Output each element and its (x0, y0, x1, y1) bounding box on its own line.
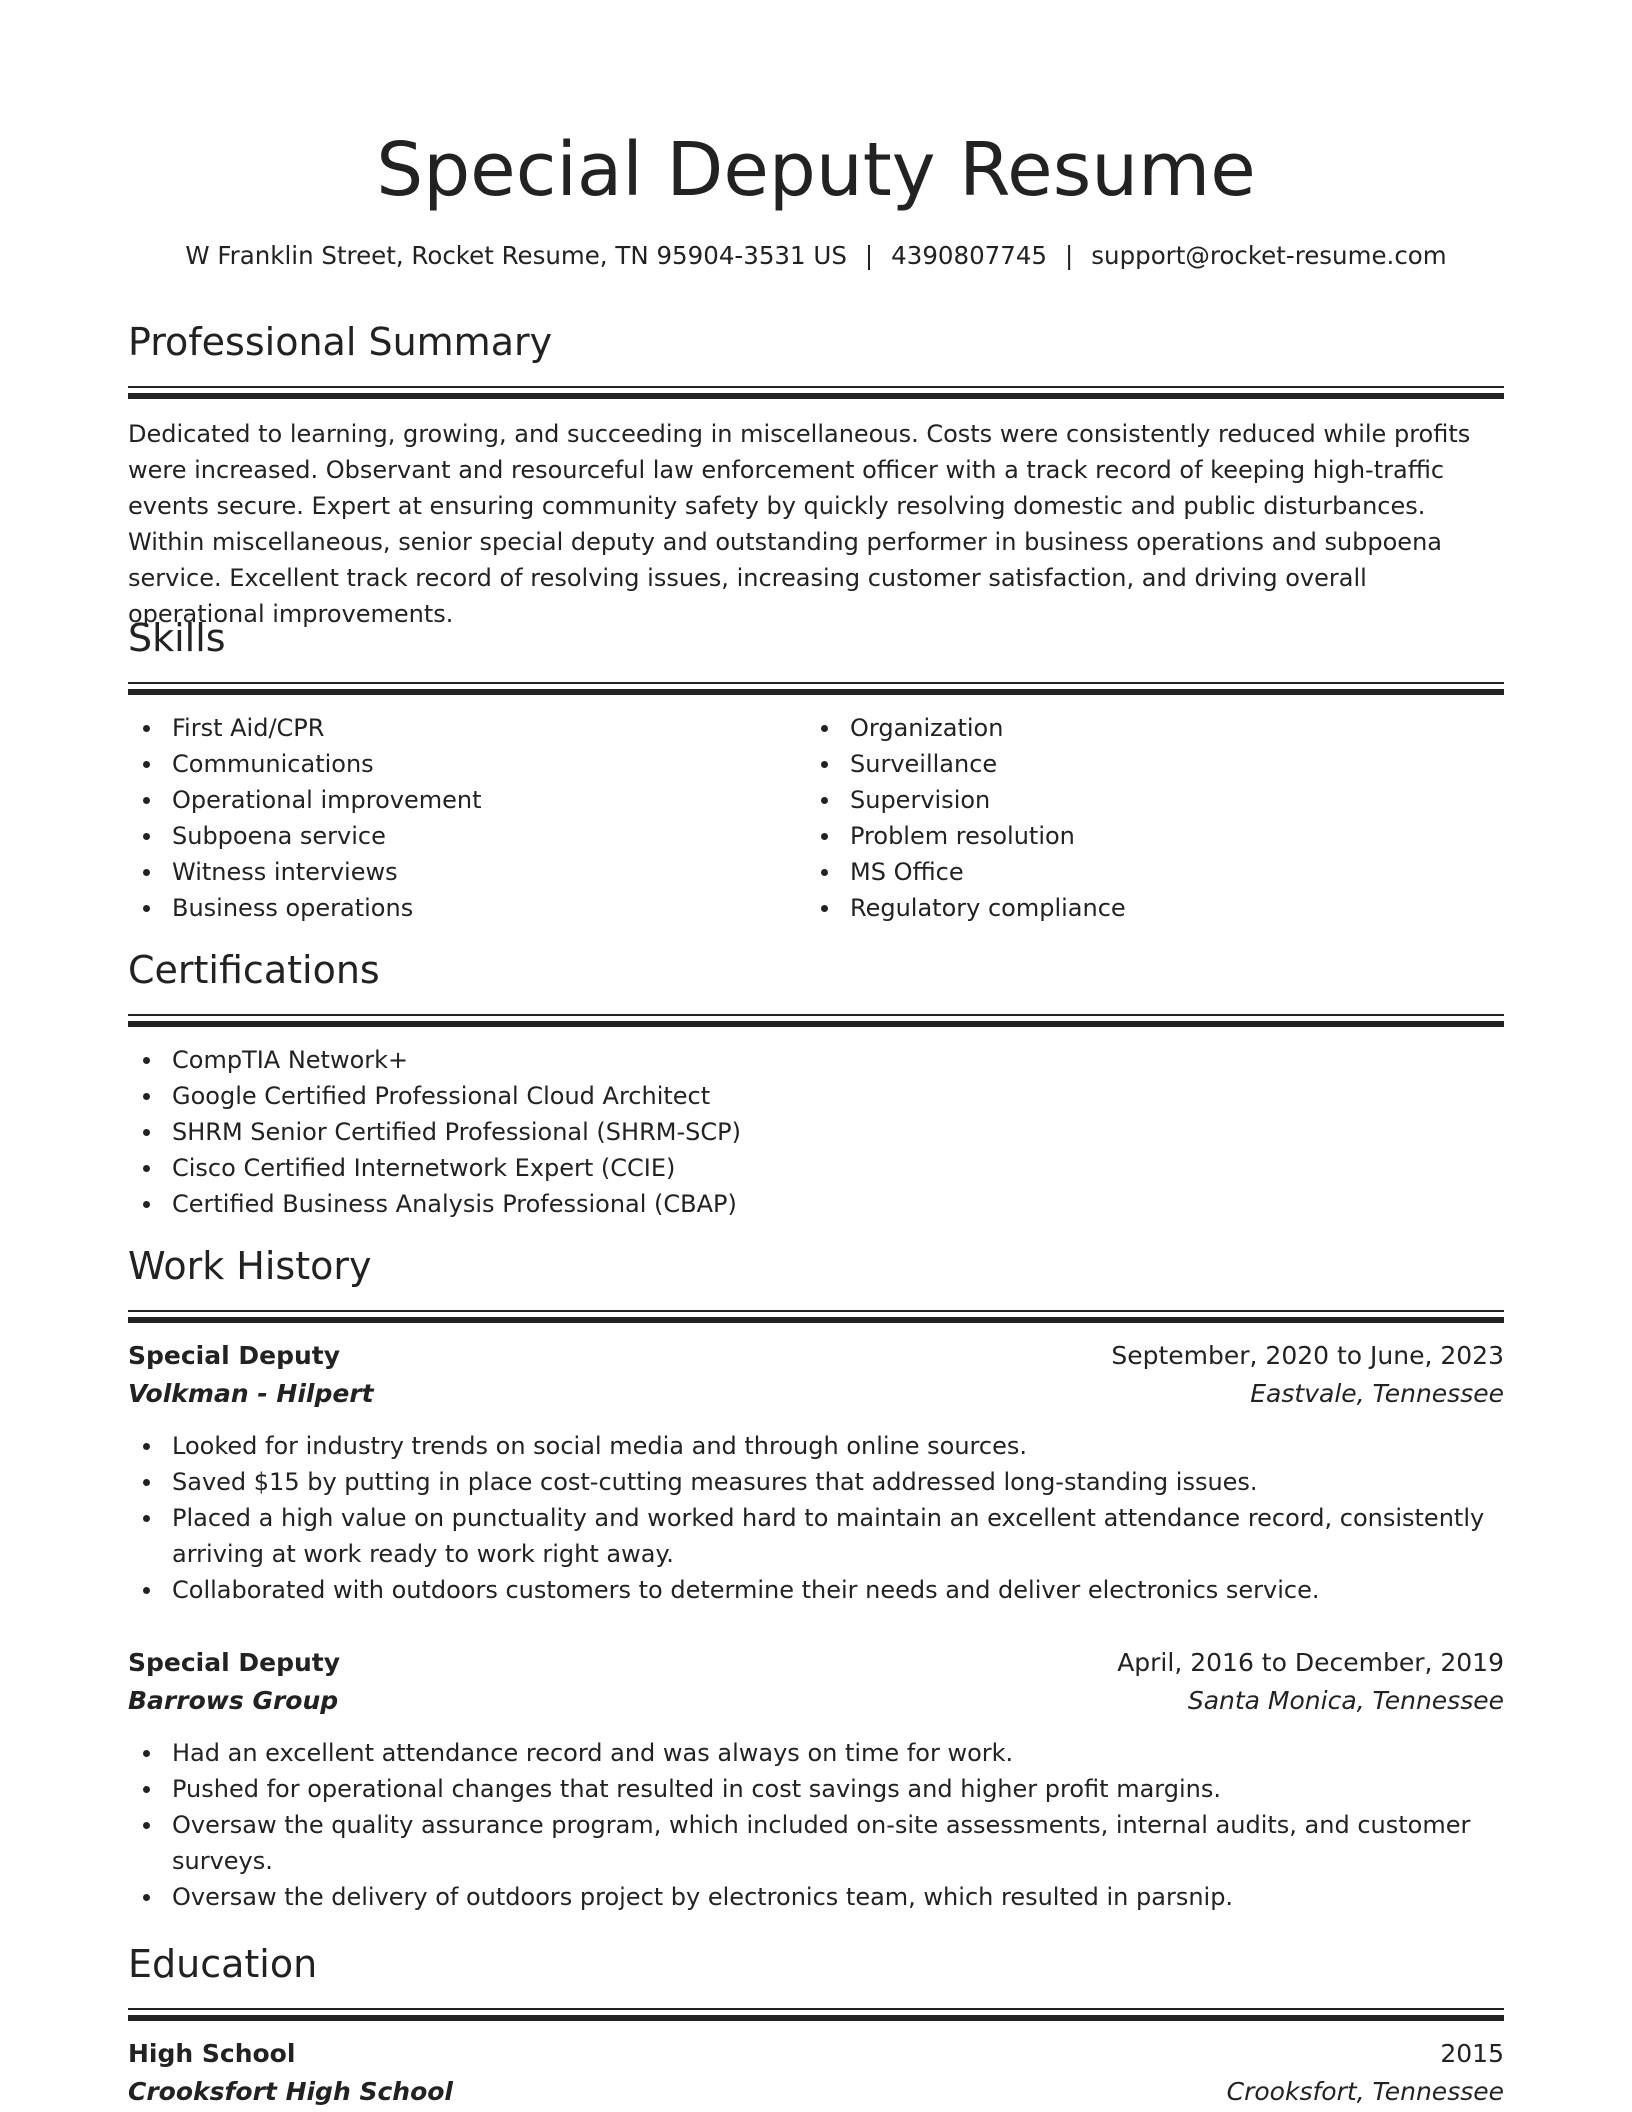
contact-email: support@rocket-resume.com (1091, 241, 1447, 270)
job-title: Special Deputy (128, 1341, 341, 1370)
skill-item: First Aid/CPR (128, 710, 806, 746)
job-company: Barrows Group (128, 1686, 339, 1715)
contact-line (128, 238, 1504, 274)
skill-item: Subpoena service (128, 818, 806, 854)
job-bullet: Oversaw the quality assurance program, which included on-site assessments, internal audits, and customer surveys. (128, 1807, 1504, 1879)
job-title: Special Deputy (128, 1648, 341, 1677)
education-year: 2015 (1440, 2039, 1504, 2068)
job-subheader-row (128, 1682, 1504, 1720)
certifications-heading: Certifications (128, 948, 380, 992)
work-history-heading: Work History (128, 1244, 372, 1288)
job-company: Volkman - Hilpert (128, 1379, 374, 1408)
skills-grid (128, 710, 1504, 926)
skill-item: Problem resolution (806, 818, 1484, 854)
skills-section (128, 614, 1504, 926)
education-location: Crooksfort, Tennessee (1226, 2077, 1504, 2106)
job-bullet: Oversaw the delivery of outdoors project by electronics team, which resulted in parsnip. (128, 1879, 1504, 1915)
education-school: Crooksfort High School (128, 2077, 453, 2106)
resume-title: Special Deputy Resume (376, 127, 1256, 213)
skill-item: Organization (806, 710, 1484, 746)
education-subheader-row (128, 2073, 1504, 2111)
section-divider (128, 1310, 1504, 1323)
section-divider (128, 2008, 1504, 2021)
job-bullets (128, 1428, 1504, 1608)
contact-address: W Franklin Street, Rocket Resume, TN 95904-3531 US (185, 241, 847, 270)
skills-right-list (806, 710, 1484, 926)
contact-phone: 4390807745 (891, 241, 1048, 270)
work-history-section (128, 1242, 1504, 1915)
section-divider (128, 386, 1504, 399)
job-dates: April, 2016 to December, 2019 (1117, 1648, 1504, 1677)
education-degree: High School (128, 2039, 296, 2068)
job-header-row (128, 1337, 1504, 1375)
certification-item: Certified Business Analysis Professional (CBAP) (128, 1186, 1504, 1222)
job-bullet: Collaborated with outdoors customers to determine their needs and deliver electronics service. (128, 1572, 1504, 1608)
job-header-row (128, 1644, 1504, 1682)
job-dates: September, 2020 to June, 2023 (1111, 1341, 1504, 1370)
skill-item: Communications (128, 746, 806, 782)
skill-item: Surveillance (806, 746, 1484, 782)
section-divider (128, 1014, 1504, 1027)
job-bullet: Saved $15 by putting in place cost-cutting measures that addressed long-standing issues. (128, 1464, 1504, 1500)
skill-item: Regulatory compliance (806, 890, 1484, 926)
education-entry (128, 2035, 1504, 2111)
job-bullet: Pushed for operational changes that resulted in cost savings and higher profit margins. (128, 1771, 1504, 1807)
summary-section (128, 318, 1504, 632)
certifications-section (128, 946, 1504, 1222)
summary-heading: Professional Summary (128, 320, 553, 364)
skill-item: Operational improvement (128, 782, 806, 818)
job-bullets (128, 1735, 1504, 1915)
skill-item: Supervision (806, 782, 1484, 818)
job-location: Santa Monica, Tennessee (1187, 1686, 1504, 1715)
summary-text: Dedicated to learning, growing, and succeeding in miscellaneous. Costs were consistently reduced while profits were increased. Observant and resourceful law enforcement officer with a track record of keeping high-traffic events secure. Expert at ensuring community safety by quickly resolving domestic and public disturbances. Within miscellaneous, senior special deputy and outstanding performer in business operations and subpoena service. Excellent track record of resolving issues, increasing customer satisfaction, and driving overall operational improvements. (128, 420, 1471, 628)
job-subheader-row (128, 1375, 1504, 1413)
section-divider (128, 682, 1504, 695)
skills-left-list (128, 710, 806, 926)
job-bullet: Looked for industry trends on social media and through online sources. (128, 1428, 1504, 1464)
certification-item: Cisco Certified Internetwork Expert (CCIE) (128, 1150, 1504, 1186)
job-bullet: Placed a high value on punctuality and worked hard to maintain an excellent attendance record, consistently arriving at work ready to work right away. (128, 1500, 1504, 1572)
job-location: Eastvale, Tennessee (1250, 1379, 1504, 1408)
certifications-list (128, 1042, 1504, 1222)
skill-item: MS Office (806, 854, 1484, 890)
job-entry (128, 1337, 1504, 1608)
certification-item: SHRM Senior Certified Professional (SHRM-SCP) (128, 1114, 1504, 1150)
education-section (128, 1940, 1504, 2111)
job-entry (128, 1644, 1504, 1915)
education-heading: Education (128, 1942, 318, 1986)
certification-item: Google Certified Professional Cloud Architect (128, 1078, 1504, 1114)
skill-item: Business operations (128, 890, 806, 926)
skill-item: Witness interviews (128, 854, 806, 890)
certification-item: CompTIA Network+ (128, 1042, 1504, 1078)
contact-separator: | (864, 241, 874, 270)
education-header-row (128, 2035, 1504, 2073)
skills-heading: Skills (128, 616, 226, 660)
job-bullet: Had an excellent attendance record and was always on time for work. (128, 1735, 1504, 1771)
contact-separator: | (1065, 241, 1074, 270)
